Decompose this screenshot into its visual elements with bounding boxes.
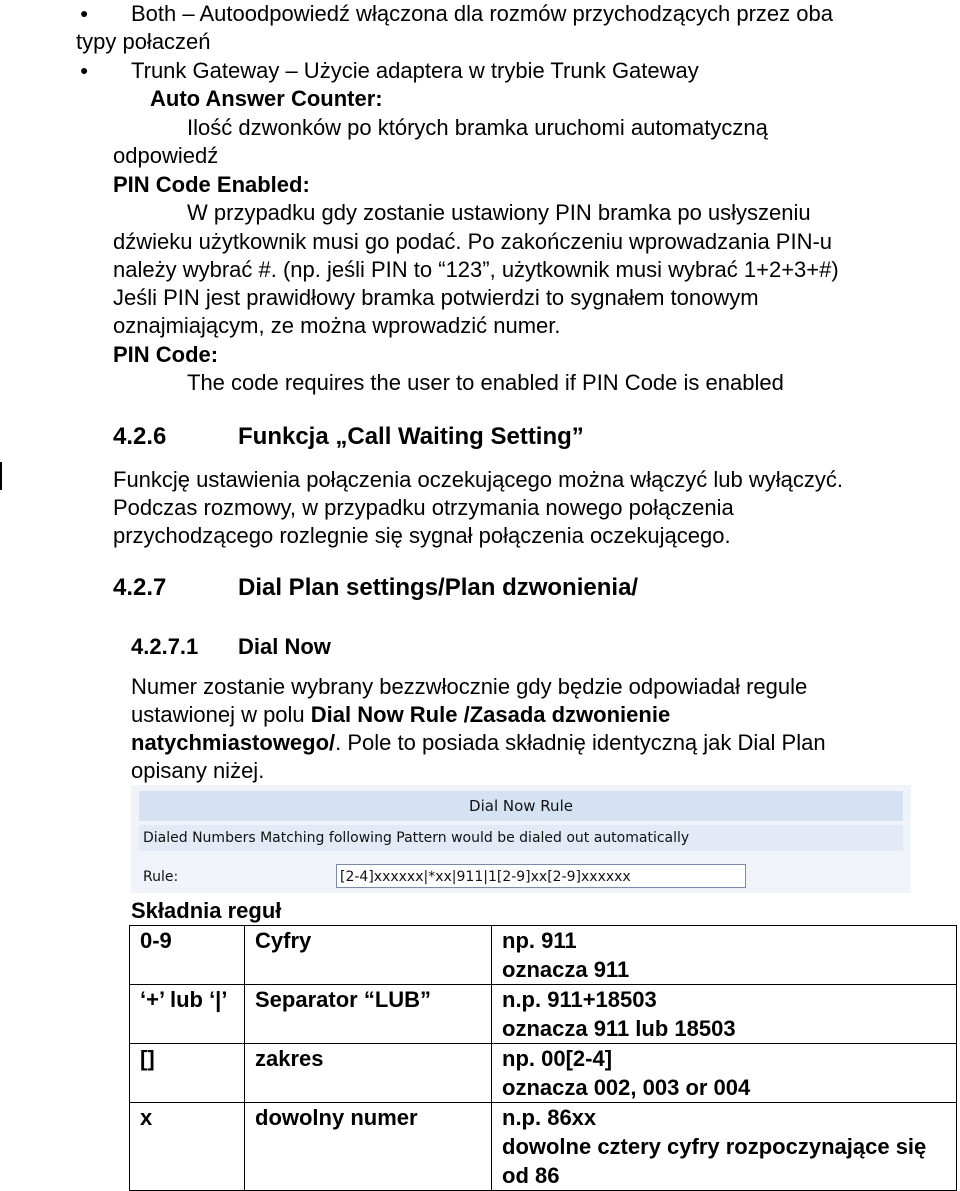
bullet-both-line2: typy połaczeń: [76, 29, 211, 54]
symbol-cell: ‘+’ lub ‘|’: [130, 985, 245, 1044]
example-line1: np. 00[2-4]: [502, 1046, 613, 1071]
section-426-title: Funkcja „Call Waiting Setting”: [238, 423, 584, 450]
rule-label: Rule:: [143, 869, 179, 885]
example-line1: n.p. 86xx: [502, 1105, 597, 1130]
example-line2: dowolne cztery cyfry rozpoczynające się od 86: [502, 1134, 927, 1188]
pin-enabled-line3: należy wybrać #. (np. jeśli PIN to “123”, użytkownik musi wybrać 1+2+3+#): [113, 257, 839, 282]
auto-answer-line2: odpowiedź: [113, 143, 219, 168]
example-line1: np. 911: [502, 928, 577, 953]
syntax-heading: Składnia reguł: [131, 898, 282, 923]
example-cell: [492, 926, 957, 985]
section-426-line2: Podczas rozmowy, w przypadku otrzymania nowego połączenia: [113, 495, 734, 520]
example-line2: oznacza 911 lub 18503: [502, 1016, 736, 1041]
dial-now-rule-screenshot: [131, 785, 911, 893]
bullet-dot: ●: [80, 5, 89, 21]
auto-answer-line1: Ilość dzwonków po których bramka uruchomi automatyczną: [187, 115, 768, 140]
rule-input[interactable]: [2-4]xxxxxx|*xx|911|1[2-9]xx[2-9]xxxxxx: [336, 864, 746, 888]
dial-now-rule-description: Dialed Numbers Matching following Pattern would be dialed out automatically: [139, 825, 903, 851]
symbol-cell: x: [130, 1103, 245, 1191]
line3-bold: natychmiastowego/: [131, 730, 336, 755]
pin-enabled-line4: Jeśli PIN jest prawidłowy bramka potwierdzi to sygnałem tonowym: [113, 285, 759, 310]
section-4271-number: 4.2.7.1: [131, 634, 199, 659]
name-cell: Separator “LUB”: [245, 985, 492, 1044]
line3-plain: . Pole to posiada składnię identyczną jak Dial Plan: [335, 730, 826, 755]
line2-plain: ustawionej w polu: [131, 702, 311, 727]
bullet-trunk-gateway: Trunk Gateway – Użycie adaptera w trybie Trunk Gateway: [131, 58, 699, 83]
example-cell: [492, 985, 957, 1044]
section-4271-line2: [131, 701, 670, 729]
dial-now-rule-title: Dial Now Rule: [139, 791, 903, 821]
section-426-line1: Funkcję ustawienia połączenia oczekującego można włączyć lub wyłączyć.: [113, 467, 844, 492]
section-427-title: Dial Plan settings/Plan dzwonienia/: [238, 574, 639, 601]
dial-now-rule-field-name: Dial Now Rule /Zasada dzwonienie: [310, 702, 671, 727]
pin-enabled-line1: W przypadku gdy zostanie ustawiony PIN bramka po usłyszeniu: [187, 200, 811, 225]
change-bar: [0, 462, 2, 490]
section-426-number: 4.2.6: [113, 423, 167, 450]
example-cell: [492, 1044, 957, 1103]
name-cell: zakres: [245, 1044, 492, 1103]
example-line2: oznacza 911: [502, 957, 630, 982]
symbol-cell: 0-9: [130, 926, 245, 985]
pin-enabled-label: PIN Code Enabled:: [113, 172, 310, 197]
example-line1: n.p. 911+18503: [502, 987, 657, 1012]
example-cell: [492, 1103, 957, 1191]
bullet-dot: ●: [80, 62, 89, 78]
table-row: [130, 1044, 957, 1103]
table-row: [130, 1103, 957, 1191]
name-cell: dowolny numer: [245, 1103, 492, 1191]
pin-code-label: PIN Code:: [113, 342, 219, 367]
symbol-cell: []: [130, 1044, 245, 1103]
table-row: [130, 926, 957, 985]
pin-enabled-line2: dźwieku użytkownik musi go podać. Po zakończeniu wprowadzania PIN-u: [113, 229, 833, 254]
section-426-line3: przychodzącego rozlegnie się sygnał połączenia oczekującego.: [113, 523, 731, 548]
example-line2: oznacza 002, 003 or 004: [502, 1075, 751, 1100]
table-row: [130, 985, 957, 1044]
section-427-number: 4.2.7: [113, 574, 167, 601]
section-4271-line3: [131, 729, 826, 757]
pin-enabled-line5: oznajmiającym, ze można wprowadzić numer.: [113, 313, 561, 338]
section-4271-line4: opisany niżej.: [131, 758, 265, 783]
section-4271-title: Dial Now: [238, 634, 331, 659]
bullet-both-line1: Both – Autoodpowiedź włączona dla rozmów przychodzących przez oba: [131, 1, 833, 26]
pin-code-line1: The code requires the user to enabled if PIN Code is enabled: [187, 370, 784, 395]
syntax-table: [129, 925, 957, 1191]
auto-answer-label: Auto Answer Counter:: [150, 86, 383, 111]
name-cell: Cyfry: [245, 926, 492, 985]
section-4271-line1: Numer zostanie wybrany bezzwłocznie gdy będzie odpowiadał regule: [131, 674, 808, 699]
